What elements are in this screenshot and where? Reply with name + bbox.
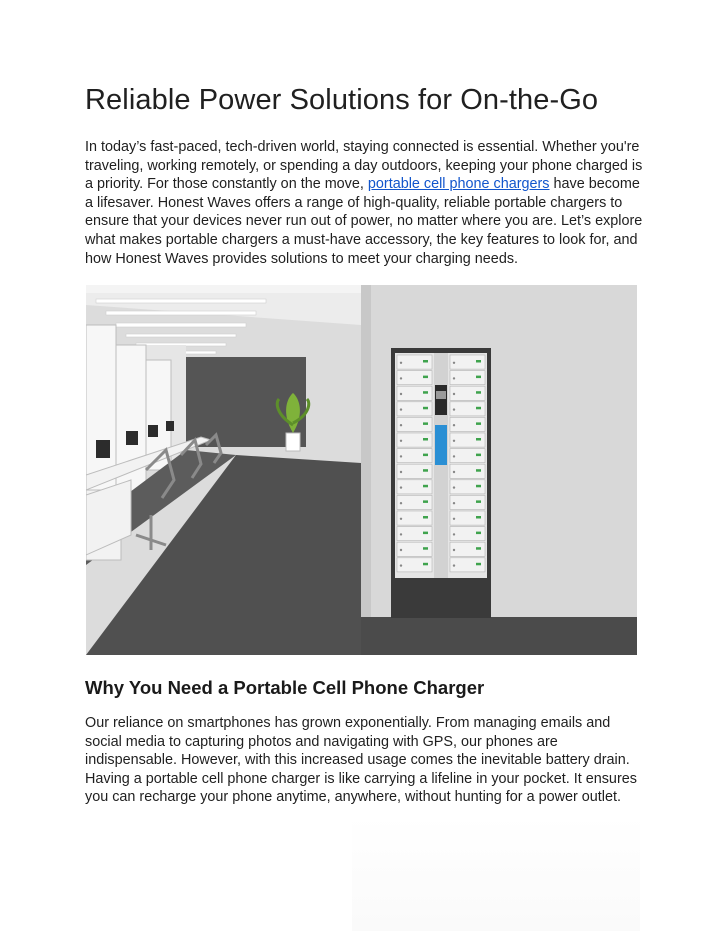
- intro-text-after-link: have become a lifesaver. Honest Waves offers a range of high-quality, reliable portable chargers to ensure that your devices never run out of power, no matter where you are. Let’s explore what makes portable chargers a must-have accessory, the key features to look for, and how Honest Waves provides solutions to meet your charging needs.: [85, 176, 643, 267]
- page-title: Reliable Power Solutions for On-the-Go: [85, 84, 599, 116]
- intro-paragraph: [85, 138, 645, 268]
- section-paragraph: Our reliance on smartphones has grown exponentially. From managing emails and social media to capturing photos and navigating with GPS, our phones are indispensable. However, with this increased usage comes the inevitable battery drain. Having a portable cell phone charger is like carrying a lifeline in your pocket. It ensures you can recharge your phone anytime, anywhere, without hunting for a power outlet.: [85, 715, 637, 806]
- portable-chargers-link[interactable]: portable cell phone chargers: [367, 176, 550, 193]
- intro-text-before-link: In today’s fast-paced, tech-driven world, staying connected is essential. Whether you're traveling, working remotely, or spending a day outdoors, keeping your phone charged is a priority. For those constantly on the move,: [85, 139, 643, 193]
- office-charging-locker-photo: [86, 285, 637, 655]
- section-heading: Why You Need a Portable Cell Phone Charger: [85, 677, 485, 698]
- page-shading: [352, 815, 640, 931]
